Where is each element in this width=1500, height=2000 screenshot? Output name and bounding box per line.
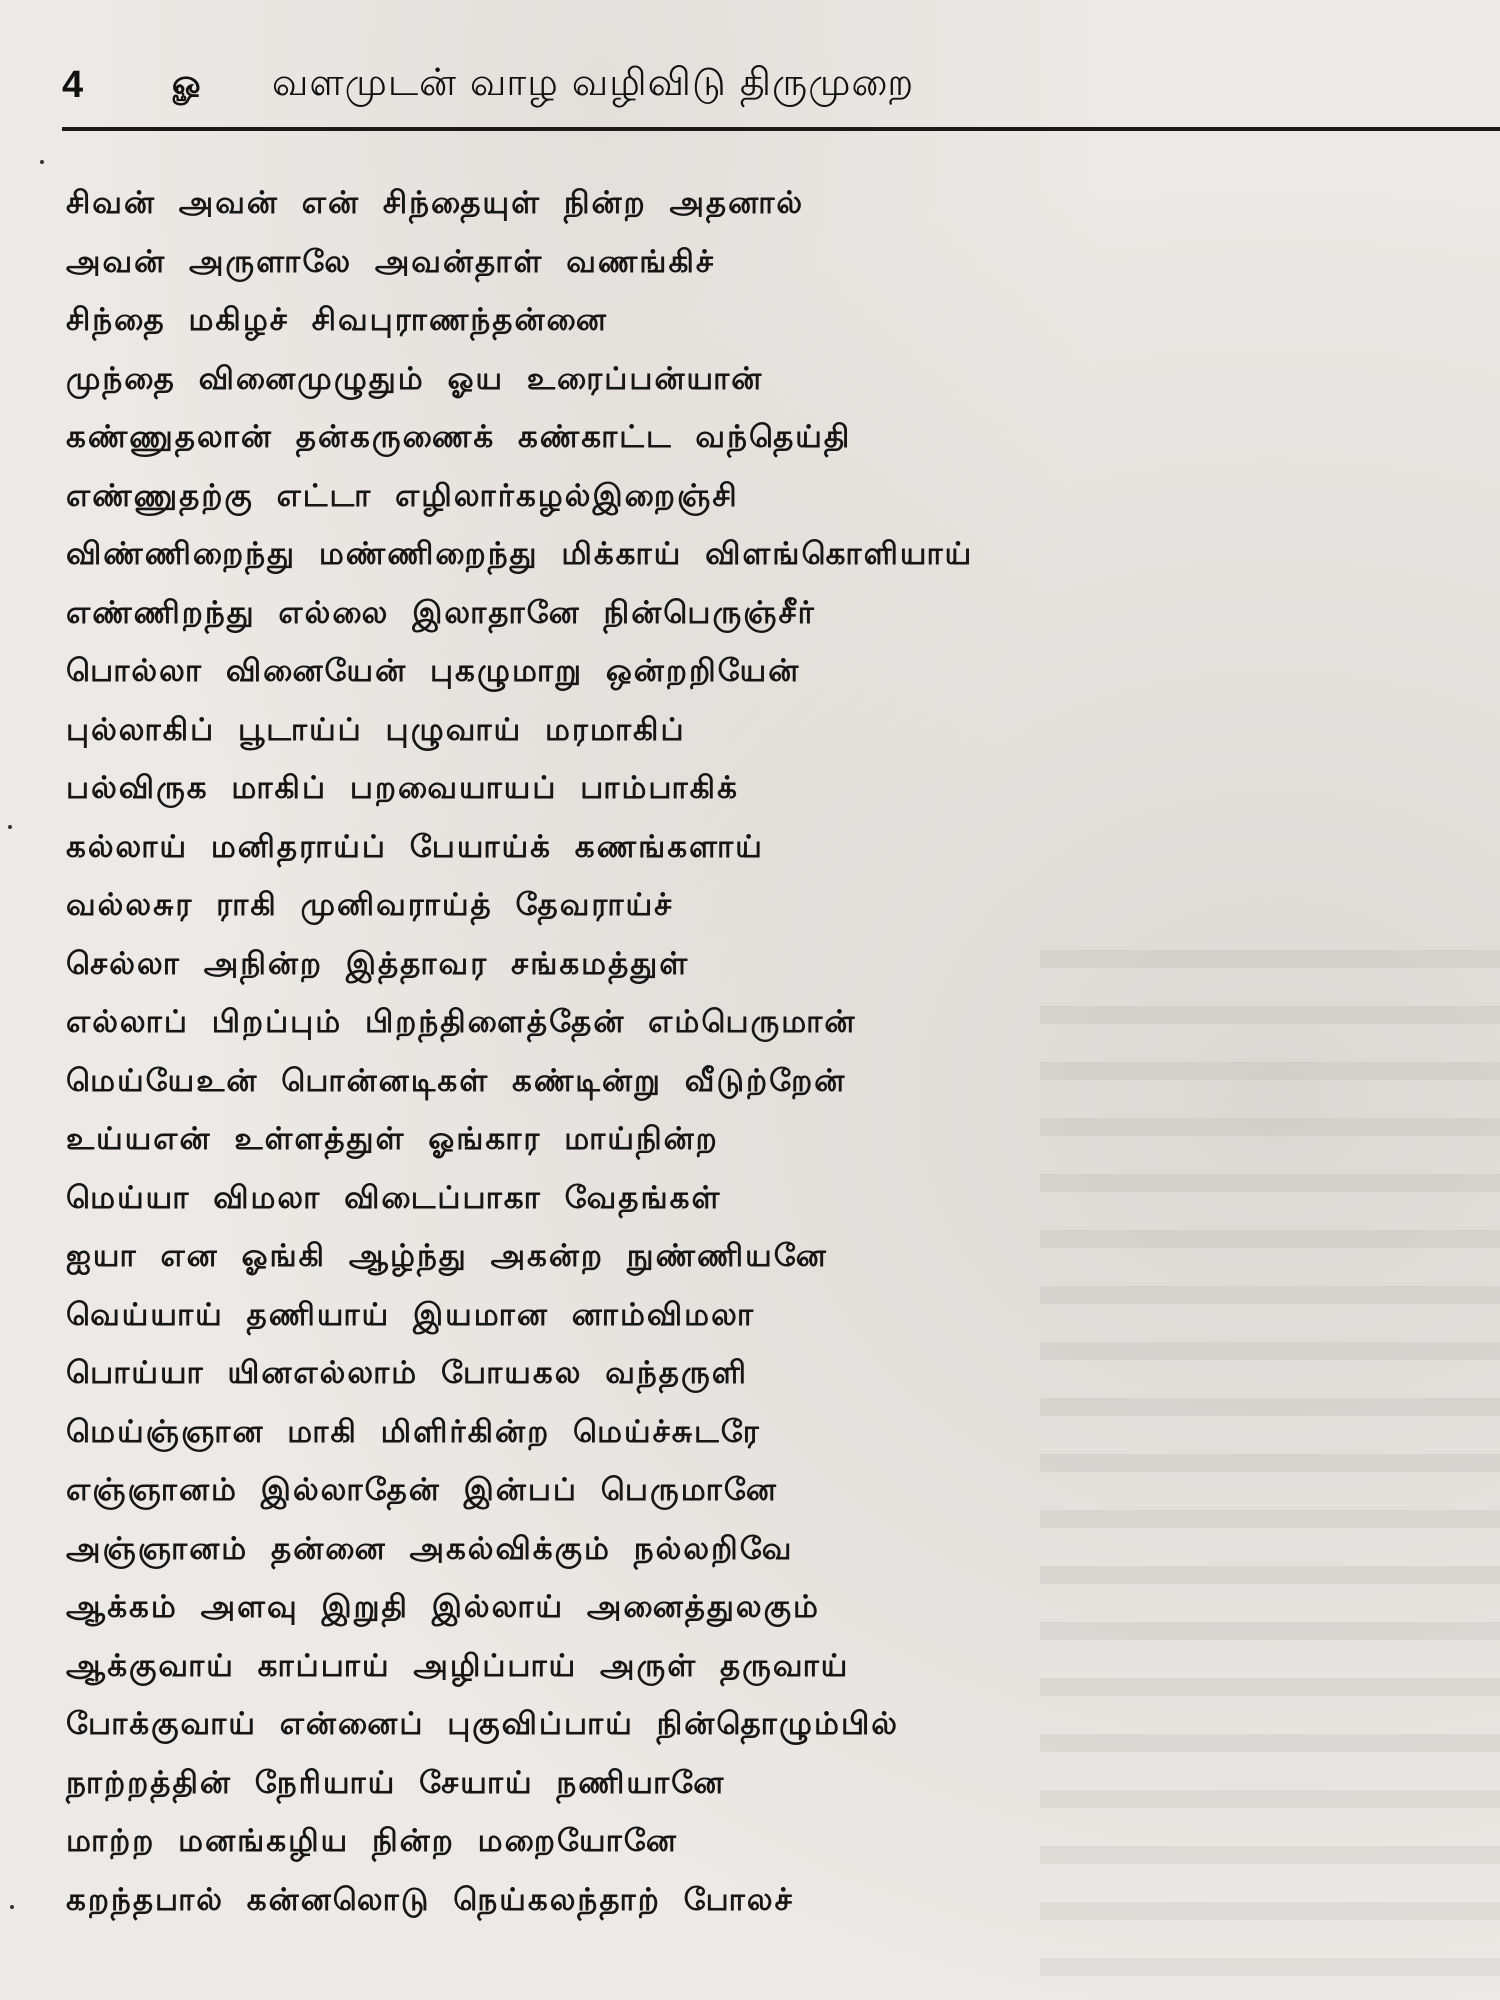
- scan-speck: [8, 825, 12, 829]
- verse-line: ஆக்குவாய் காப்பாய் அழிப்பாய் அருள் தருவாய்: [66, 1647, 850, 1684]
- scan-speck: [40, 160, 44, 164]
- verse-line: கல்லாய் மனிதராய்ப் பேயாய்க் கணங்களாய்: [66, 828, 764, 865]
- verse-block: [66, 174, 1486, 1929]
- verse-line: விண்ணிறைந்து மண்ணிறைந்து மிக்காய் விளங்கொளியாய்: [66, 536, 974, 572]
- verse-line: அவன் அருளாலே அவன்தாள் வணங்கிச்: [66, 243, 716, 280]
- page-number: 4: [62, 63, 84, 106]
- verse-line: சிவன் அவன் என் சிந்தையுள் நின்ற அதனால்: [66, 185, 805, 221]
- verse-line: கறந்தபால் கன்னலொடு நெய்கலந்தாற் போலச்: [66, 1881, 794, 1918]
- om-icon: ௐ: [172, 63, 206, 103]
- verse-line: புல்லாகிப் பூடாய்ப் புழுவாய் மரமாகிப்: [66, 711, 686, 748]
- verse-line: எண்ணிறந்து எல்லை இலாதானே நின்பெருஞ்சீர்: [66, 594, 816, 631]
- verse-line: எண்ணுதற்கு எட்டா எழிலார்கழல்இறைஞ்சி: [66, 477, 739, 514]
- verse-line: எஞ்ஞானம் இல்லாதேன் இன்பப் பெருமானே: [66, 1472, 778, 1508]
- verse-line: பொல்லா வினையேன் புகழுமாறு ஒன்றறியேன்: [66, 653, 801, 689]
- verse-line: மெய்ஞ்ஞான மாகி மிளிர்கின்ற மெய்ச்சுடரே: [66, 1413, 761, 1450]
- verse-line: நாற்றத்தின் நேரியாய் சேயாய் நணியானே: [66, 1764, 726, 1801]
- verse-line: அஞ்ஞானம் தன்னை அகல்விக்கும் நல்லறிவே: [66, 1530, 794, 1567]
- verse-line: செல்லா அநின்ற இத்தாவர சங்கமத்துள்: [66, 945, 690, 982]
- header-rule: [62, 127, 1500, 131]
- verse-line: உய்யஎன் உள்ளத்துள் ஓங்கார மாய்நின்ற: [66, 1121, 719, 1157]
- verse-line: மாற்ற மனங்கழிய நின்ற மறையோனே: [66, 1823, 678, 1859]
- verse-line: எல்லாப் பிறப்பும் பிறந்திளைத்தேன் எம்பெருமான்: [66, 1004, 857, 1040]
- verse-line: வெய்யாய் தணியாய் இயமான னாம்விமலா: [66, 1296, 756, 1333]
- verse-line: ஐயா என ஓங்கி ஆழ்ந்து அகன்ற நுண்ணியனே: [66, 1238, 828, 1274]
- page-header: [62, 50, 1500, 120]
- scan-speck: [10, 1905, 14, 1909]
- verse-line: கண்ணுதலான் தன்கருணைக் கண்காட்ட வந்தெய்தி: [66, 419, 852, 455]
- verse-line: ஆக்கம் அளவு இறுதி இல்லாய் அனைத்துலகும்: [66, 1589, 820, 1625]
- verse-line: மெய்யா விமலா விடைப்பாகா வேதங்கள்: [66, 1179, 722, 1216]
- verse-line: போக்குவாய் என்னைப் புகுவிப்பாய் நின்தொழும்பில்: [66, 1706, 899, 1742]
- verse-line: மெய்யேஉன் பொன்னடிகள் கண்டின்று வீடுற்றேன்: [66, 1062, 847, 1099]
- verse-line: வல்லசுர ராகி முனிவராய்த் தேவராய்ச்: [66, 887, 674, 923]
- verse-line: பொய்யா யினஎல்லாம் போயகல வந்தருளி: [66, 1355, 748, 1391]
- running-title: வளமுடன் வாழ வழிவிடு திருமுறை: [272, 60, 915, 104]
- verse-line: முந்தை வினைமுழுதும் ஓய உரைப்பன்யான்: [66, 360, 764, 397]
- verse-line: சிந்தை மகிழச் சிவபுராணந்தன்னை: [66, 302, 608, 338]
- verse-line: பல்விருக மாகிப் பறவையாயப் பாம்பாகிக்: [66, 770, 739, 806]
